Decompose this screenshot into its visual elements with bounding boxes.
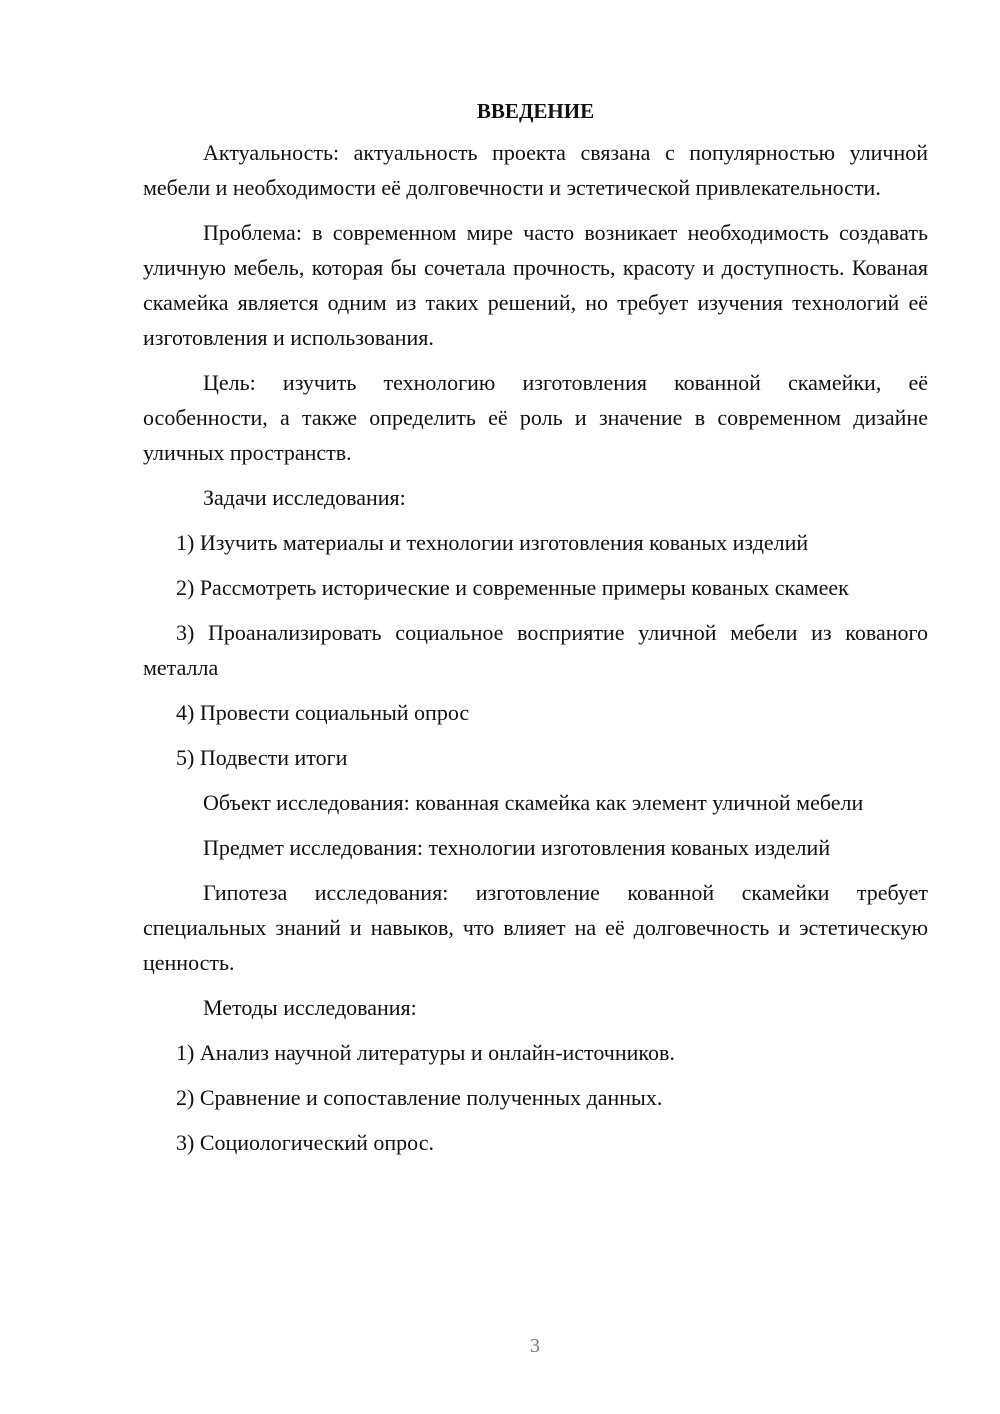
- section-title: ВВЕДЕНИЕ: [476, 99, 595, 123]
- paragraph-hypothesis: Гипотеза исследования: изготовление кованной скамейки требует специальных знаний и навыков, что влияет на её долговечность и эстетическую ценность.: [143, 880, 928, 975]
- task-item: 2) Рассмотреть исторические и современные примеры кованых скамеек: [176, 575, 849, 600]
- document-body: [143, 94, 928, 1170]
- method-item: 1) Анализ научной литературы и онлайн-источников.: [176, 1040, 675, 1065]
- tasks-heading: Задачи исследования:: [203, 485, 406, 510]
- task-item: 5) Подвести итоги: [176, 745, 348, 770]
- paragraph-problem: Проблема: в современном мире часто возникает необходимость создавать уличную мебель, которая бы сочетала прочность, красоту и доступность. Кованая скамейка является одним из таких решений, но требует изучения технологий её изготовления и использования.: [143, 220, 928, 350]
- methods-heading: Методы исследования:: [203, 995, 417, 1020]
- paragraph-goal: Цель: изучить технологию изготовления кованной скамейки, её особенности, а также определить её роль и значение в современном дизайне уличных пространств.: [143, 370, 928, 465]
- task-item: 1) Изучить материалы и технологии изготовления кованых изделий: [176, 530, 809, 555]
- task-item: 4) Провести социальный опрос: [176, 700, 470, 725]
- paragraph-object: Объект исследования: кованная скамейка как элемент уличной мебели: [203, 790, 864, 815]
- task-item: 3) Проанализировать социальное восприятие уличной мебели из кованого металла: [143, 620, 928, 680]
- method-item: 2) Сравнение и сопоставление полученных данных.: [176, 1085, 663, 1110]
- paragraph-relevance: Актуальность: актуальность проекта связана с популярностью уличной мебели и необходимости её долговечности и эстетической привлекательности.: [143, 140, 928, 200]
- method-item: 3) Социологический опрос.: [176, 1130, 434, 1155]
- paragraph-subject: Предмет исследования: технологии изготовления кованых изделий: [203, 835, 831, 860]
- page-number: 3: [530, 1335, 540, 1357]
